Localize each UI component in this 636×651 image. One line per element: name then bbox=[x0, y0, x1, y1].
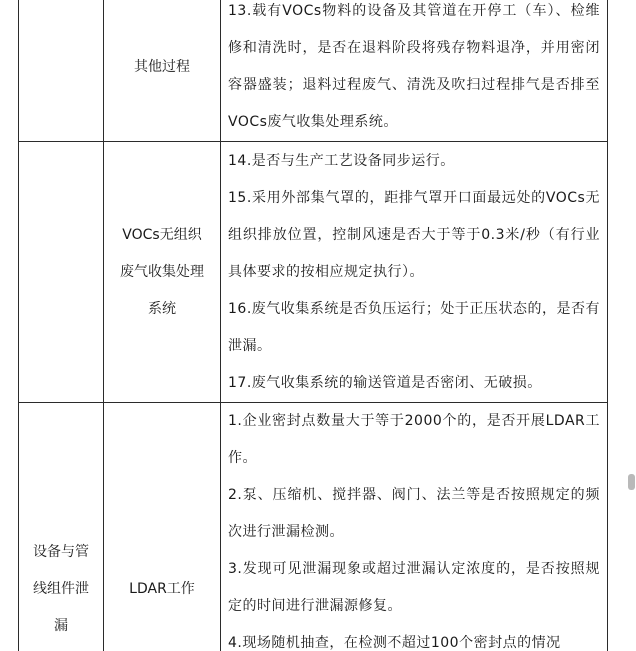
scrollbar-thumb[interactable] bbox=[628, 474, 635, 490]
subcategory-label: LDAR工作 bbox=[129, 580, 195, 597]
requirement-item: 3.发现可见泄漏现象或超过泄漏认定浓度的，是否按照规定的时间进行泄漏源修复。 bbox=[228, 561, 600, 614]
requirement-item: 17.废气收集系统的输送管道是否密闭、无破损。 bbox=[228, 374, 542, 391]
requirement-list bbox=[221, 0, 607, 141]
requirement-cell bbox=[221, 403, 608, 651]
requirement-item: 4.现场随机抽查，在检测不超过100个密封点的情况 bbox=[228, 635, 561, 651]
category-cell bbox=[19, 0, 104, 142]
requirement-item: 15.采用外部集气罩的，距排气罩开口面最远处的VOCs无组织排放位置，控制风速是否大于等于0.3米/秒（有行业具体要求的按相应规定执行）。 bbox=[228, 189, 600, 280]
requirement-list bbox=[221, 403, 607, 651]
requirement-item: 2.泵、压缩机、搅拌器、阀门、法兰等是否按照规定的频次进行泄漏检测。 bbox=[228, 487, 600, 540]
category-cell bbox=[19, 142, 104, 403]
category-cell bbox=[19, 403, 104, 651]
subcategory-label: 其他过程 bbox=[134, 58, 190, 75]
requirement-cell bbox=[221, 0, 608, 142]
subcategory-cell bbox=[104, 403, 221, 651]
vertical-scrollbar[interactable] bbox=[626, 0, 636, 651]
requirement-list bbox=[221, 143, 607, 402]
requirement-item: 1.企业密封点数量大于等于2000个的，是否开展LDAR工作。 bbox=[228, 413, 600, 466]
requirement-cell bbox=[221, 142, 608, 403]
category-label: 设备与管线组件泄漏 bbox=[33, 543, 89, 634]
table-row bbox=[19, 403, 608, 651]
subcategory-cell bbox=[104, 142, 221, 403]
table-row bbox=[19, 142, 608, 403]
table-row bbox=[19, 0, 608, 142]
inspection-checklist-table bbox=[18, 0, 608, 651]
requirement-item: 16.废气收集系统是否负压运行；处于正压状态的，是否有泄漏。 bbox=[228, 300, 600, 354]
requirement-item: 14.是否与生产工艺设备同步运行。 bbox=[228, 152, 455, 169]
subcategory-cell bbox=[104, 0, 221, 142]
subcategory-label: VOCs无组织废气收集处理系统 bbox=[120, 226, 204, 317]
requirement-item: 13.载有VOCs物料的设备及其管道在开停工（车）、检维修和清洗时，是否在退料阶段将残存物料退净，并用密闭容器盛装；退料过程废气、清洗及吹扫过程排气是否排至VOCs废气收集处理系统。 bbox=[228, 3, 600, 130]
